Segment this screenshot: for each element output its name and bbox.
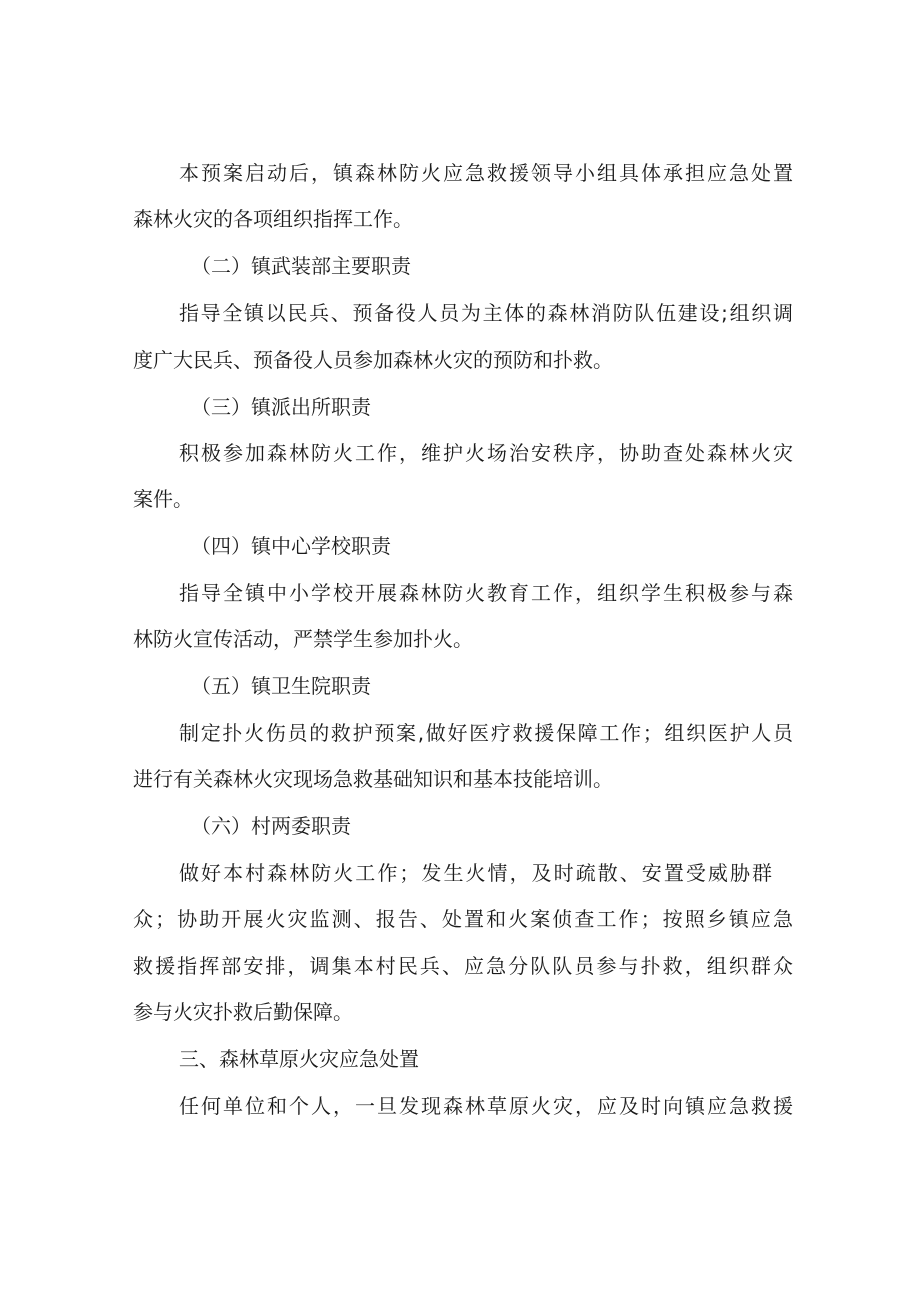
section-heading: （六）村两委职责 bbox=[191, 814, 351, 838]
paragraph-line: 参与火灾扑救后勤保障。 bbox=[133, 1000, 353, 1024]
section-heading: （二）镇武装部主要职责 bbox=[191, 254, 411, 278]
paragraph-line: 任何单位和个人，一旦发现森林草原火灾，应及时向镇应急救援 bbox=[179, 1094, 793, 1118]
paragraph-line: 度广大民兵、预备役人员参加森林火灾的预防和扑救。 bbox=[133, 348, 613, 372]
paragraph-line: 进行有关森林火灾现场急救基础知识和基本技能培训。 bbox=[133, 767, 613, 791]
paragraph-line: 指导全镇以民兵、预备役人员为主体的森林消防队伍建设;组织调 bbox=[179, 301, 793, 325]
section-heading: （五）镇卫生院职责 bbox=[191, 674, 371, 698]
paragraph-line: 救援指挥部安排，调集本村民兵、应急分队队员参与扑救，组织群众 bbox=[133, 954, 793, 978]
paragraph-line: 森林火灾的各项组织指挥工作。 bbox=[133, 207, 413, 231]
paragraph-line: 林防火宣传活动，严禁学生参加扑火。 bbox=[133, 627, 473, 651]
paragraph-line: 众；协助开展火灾监测、报告、处置和火案侦查工作；按照乡镇应急 bbox=[133, 907, 793, 931]
paragraph-line: 本预案启动后，镇森林防火应急救援领导小组具体承担应急处置 bbox=[179, 161, 793, 185]
section-heading: （四）镇中心学校职责 bbox=[191, 534, 391, 558]
paragraph-line: 做好本村森林防火工作；发生火情，及时疏散、安置受威胁群 bbox=[179, 861, 772, 885]
section-heading: （三）镇派出所职责 bbox=[191, 395, 371, 419]
section-heading: 三、森林草原火灾应急处置 bbox=[179, 1047, 419, 1071]
paragraph-line: 积极参加森林防火工作，维护火场治安秩序，协助查处森林火灾 bbox=[179, 441, 793, 465]
paragraph-line: 制定扑火伤员的救护预案,做好医疗救援保障工作；组织医护人员 bbox=[179, 721, 793, 745]
paragraph-line: 案件。 bbox=[133, 487, 193, 511]
paragraph-line: 指导全镇中小学校开展森林防火教育工作，组织学生积极参与森 bbox=[179, 581, 793, 605]
